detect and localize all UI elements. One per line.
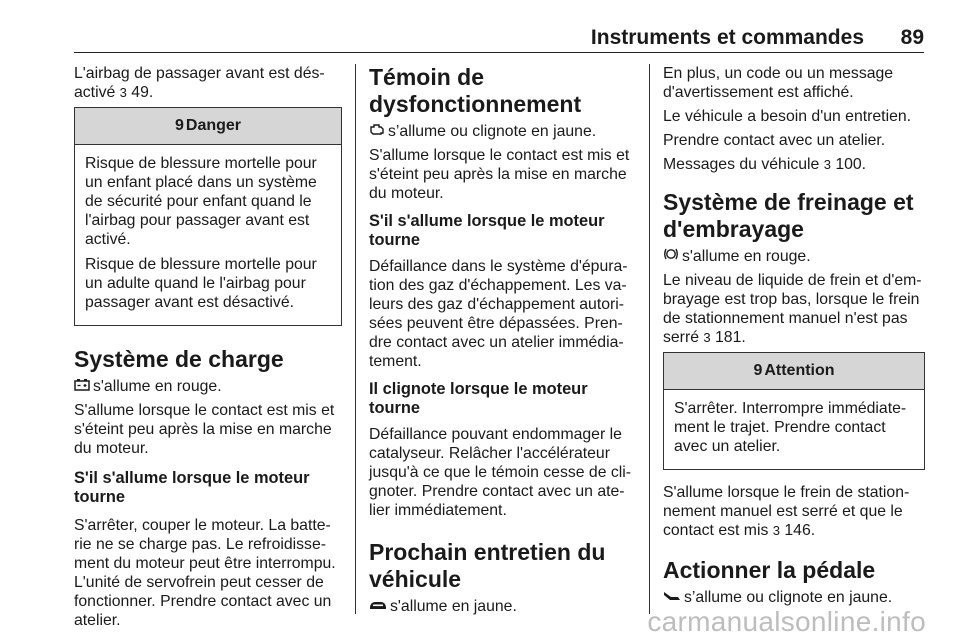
page-ref-link[interactable]: 100. (835, 156, 867, 173)
danger-label: Danger (185, 117, 242, 134)
watermark: carmanualsonline.info (647, 606, 926, 637)
page-header (74, 26, 924, 52)
paragraph: S'arrêter, couper le moteur. La batte-rie ne se charge pas. Le refroidisse-ment du moteur peut être interrompu. L'unité de servofrein peut cesser de fonctionner. Prendre contact avec un atelier. (74, 517, 336, 629)
header-divider (74, 52, 924, 53)
warning-triangle-icon: 9 (174, 117, 184, 134)
column-divider (649, 64, 650, 614)
attention-box-header (664, 353, 924, 390)
indicator-line: s’allume ou clignote en jaune. (369, 122, 633, 141)
paragraph: Défaillance pouvant endommager le catalyseur. Relâcher l'accélérateur jusqu'à ce que le témoin cesse de cli-gnoter. Prendre contact avec un ate-lier immédiatement. (369, 426, 632, 519)
foot-pedal-icon (663, 588, 681, 607)
page-ref-link[interactable]: 181. (715, 329, 746, 346)
attention-label: Attention (764, 362, 835, 379)
attention-box (663, 352, 925, 470)
warning-triangle-icon: 9 (753, 362, 763, 379)
subheading: S'il s'allume lorsque le moteur tourne (74, 469, 310, 506)
page-ref-link[interactable]: 49. (131, 84, 154, 101)
danger-box-header (75, 108, 341, 145)
column-middle (369, 64, 633, 621)
paragraph: Prendre contact avec un atelier. (663, 132, 886, 149)
paragraph: S'allume lorsque le frein de station-nement manuel est serré et que le contact est mis 3 146. (663, 484, 910, 539)
indicator-line: s'allume en rouge. (663, 247, 925, 266)
arrow-icon: 3 (823, 157, 831, 172)
section-title-brake: Système de freinage et d'embrayage (663, 189, 914, 242)
paragraph: Le niveau de liquide de frein et d'em-brayage est trop bas, lorsque le frein de stationnement manuel n'est pas serré 3 181. (663, 272, 922, 346)
paragraph: Défaillance dans le système d'épura-tion des gaz d'échappement. Les va-leurs des gaz d'échappement autori-sées peuvent être dépassées. Pren-dre contact avec un atelier immédia-tement. (369, 258, 628, 370)
battery-icon (74, 377, 90, 396)
arrow-icon: 3 (119, 85, 127, 100)
header-title: Instruments et commandes (590, 26, 864, 49)
indicator-line: s’allume ou clignote en jaune. (663, 588, 925, 607)
section-title-pedal: Actionner la pédale (663, 557, 876, 583)
column-left (74, 64, 342, 635)
page-ref-link[interactable]: 146. (784, 522, 816, 539)
section-title-malfunction: Témoin de dysfonctionnement (369, 64, 582, 117)
column-divider (355, 64, 356, 614)
intro-paragraph: L'airbag de passager avant est dés- activé 3 49. (74, 65, 325, 101)
danger-text-2: Risque de blessure mortelle pour un adulte quand le l'airbag pour passager avant est désactivé. (85, 256, 317, 311)
paragraph: S'allume lorsque le contact est mis et s'éteint peu après la mise en marche du moteur. (369, 147, 630, 202)
column-right (663, 64, 925, 612)
wrench-car-icon (369, 597, 387, 616)
engine-icon (369, 122, 385, 141)
paragraph: Messages du véhicule 3 100. (663, 156, 867, 173)
subheading: S'il s'allume lorsque le moteur tourne (369, 212, 605, 249)
paragraph: S'allume lorsque le contact est mis et s'éteint peu après la mise en marche du moteur. (74, 402, 335, 457)
indicator-line: s'allume en rouge. (74, 377, 342, 396)
subheading: Il clignote lorsque le moteur tourne (369, 380, 588, 417)
paragraph: En plus, un code ou un message d'avertissement est affiché. (663, 65, 894, 101)
attention-text: S'arrêter. Interrompre immédiate-ment le trajet. Prendre contact avec un atelier. (674, 400, 907, 455)
page-number: 89 (900, 26, 924, 49)
arrow-icon: 3 (703, 330, 711, 345)
arrow-icon: 3 (772, 523, 780, 538)
paragraph: Le véhicule a besoin d'un entretien. (663, 108, 912, 125)
section-title-service: Prochain entretien du véhicule (369, 539, 606, 592)
danger-text-1: Risque de blessure mortelle pour un enfant placé dans un système de sécurité pour enfant quand le l'airbag pour passager avant est activé. (85, 155, 317, 248)
section-title-charging: Système de charge (74, 346, 284, 372)
brake-icon (663, 247, 679, 266)
indicator-line: s'allume en jaune. (369, 597, 633, 616)
danger-box (74, 107, 342, 326)
